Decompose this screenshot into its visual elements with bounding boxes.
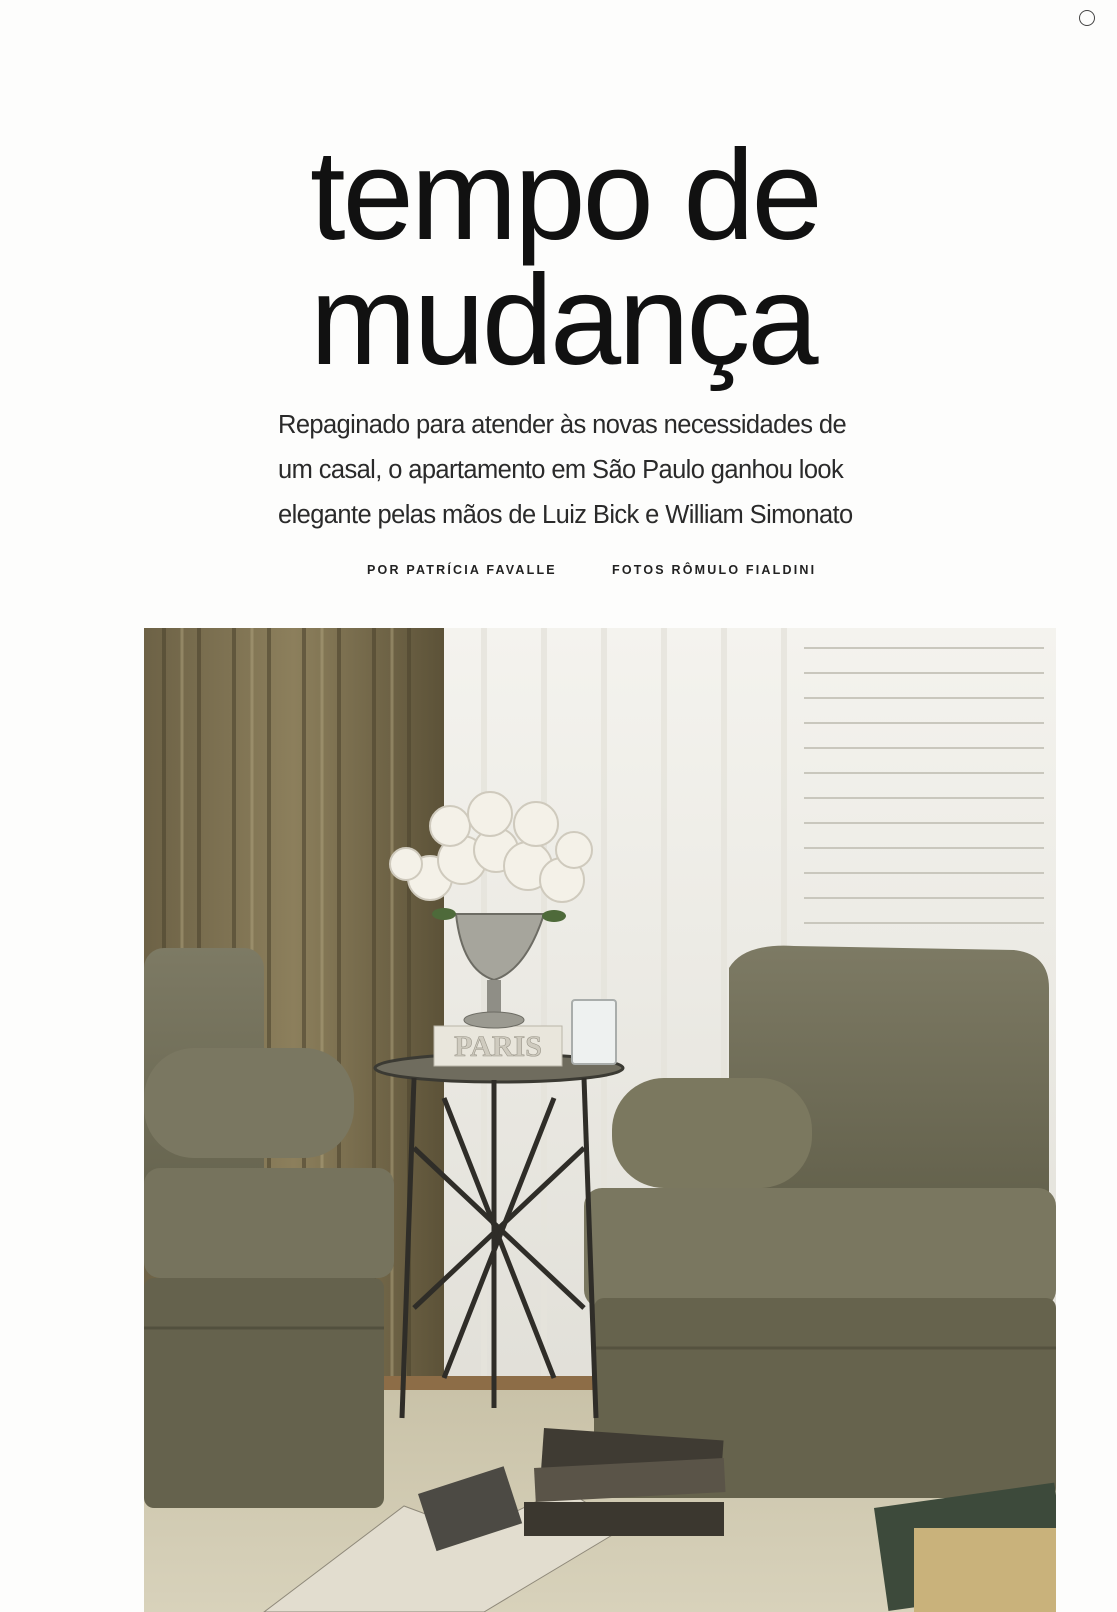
- article-deck: [278, 403, 958, 538]
- water-glass: [572, 1000, 616, 1064]
- deck-line: Repaginado para atender às novas necessidades de: [278, 411, 847, 439]
- deck-line: um casal, o apartamento em São Paulo ganhou look: [278, 456, 844, 484]
- article-title-line-2: mudança: [310, 249, 816, 392]
- article-title-line-1: tempo de: [310, 124, 820, 267]
- deck-line: elegante pelas mãos de Luiz Bick e William Simonato: [278, 501, 853, 529]
- paris-book: [434, 1026, 562, 1066]
- byline-author: POR PATRÍCIA FAVALLE: [367, 563, 557, 577]
- page-corner-mark: [1079, 10, 1095, 26]
- interior-photo: [144, 628, 1056, 1612]
- byline-photos: FOTOS RÔMULO FIALDINI: [612, 563, 817, 577]
- book-title: PARIS: [454, 1030, 542, 1063]
